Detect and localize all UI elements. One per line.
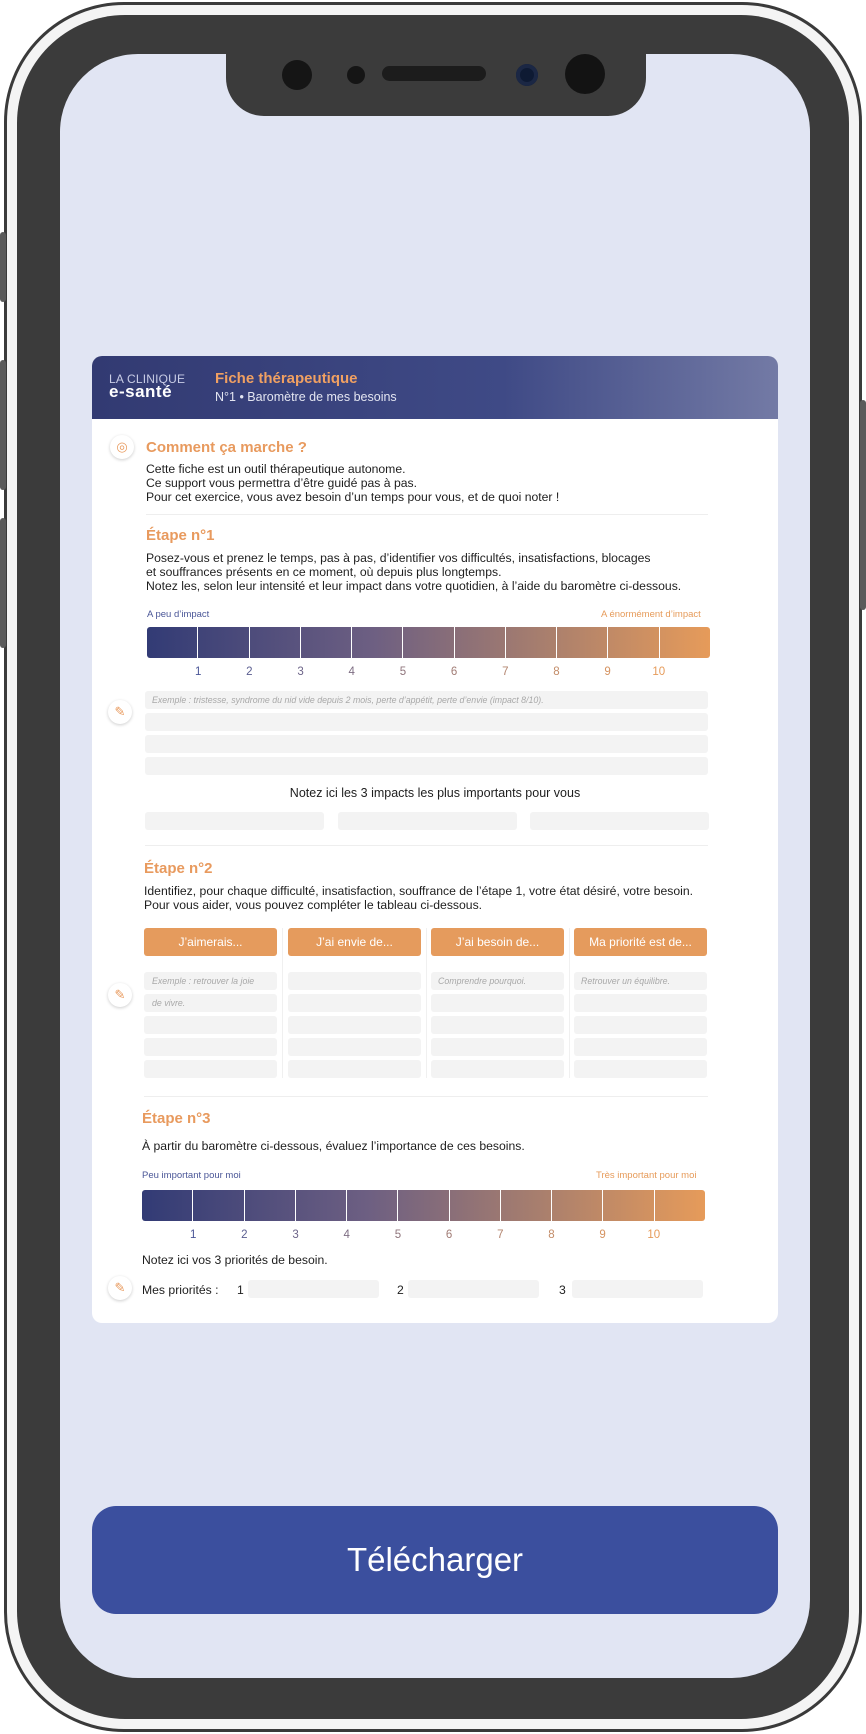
- sheet-subtitle: N°1 • Baromètre de mes besoins: [215, 390, 397, 404]
- priority-number-3: 3: [559, 1283, 566, 1297]
- barometer-segment: [147, 627, 198, 658]
- step2-input-cell[interactable]: [574, 994, 707, 1012]
- step2-input-cell[interactable]: [574, 1060, 707, 1078]
- barometer-segment: [398, 1190, 449, 1221]
- step1-top-impact-1[interactable]: [145, 812, 324, 830]
- step2-col4-placeholder: Retrouver un équilibre.: [581, 976, 670, 986]
- column-separator: [426, 928, 427, 1078]
- barometer-segment: [660, 627, 710, 658]
- sensor-icon: [282, 60, 312, 90]
- column-header-i-need[interactable]: J’ai besoin de...: [431, 928, 564, 956]
- logo-main-text: e-santé: [109, 382, 173, 401]
- step2-input-cell[interactable]: [574, 1038, 707, 1056]
- column-header-my-priority[interactable]: Ma priorité est de...: [574, 928, 707, 956]
- phone-notch: [226, 54, 646, 116]
- scale-number: 7: [502, 666, 509, 678]
- step1-title: Étape n°1: [146, 527, 215, 544]
- intro-line-1: Cette fiche est un outil thérapeutique autonome.: [146, 462, 406, 476]
- divider: [146, 514, 708, 515]
- barometer-segment: [455, 627, 506, 658]
- divider: [145, 845, 708, 846]
- step1-scale-high-label: A énormément d’impact: [601, 609, 701, 620]
- step1-line-2: et souffrances présents en ce moment, où depuis plus longtemps.: [146, 565, 502, 579]
- step2-title: Étape n°2: [144, 860, 213, 877]
- column-separator: [569, 928, 570, 1078]
- step2-input-cell[interactable]: [288, 972, 421, 990]
- scale-number: 9: [604, 666, 611, 678]
- face-sensor-icon: [565, 54, 605, 94]
- speaker-grille: [382, 66, 486, 81]
- barometer-segment: [552, 1190, 603, 1221]
- step2-line-1: Identifiez, pour chaque difficulté, insatisfaction, souffrance de l’étape 1, votre état désiré, votre besoin.: [144, 884, 693, 898]
- step3-priorities-label: Mes priorités :: [142, 1283, 219, 1297]
- priority-field-3[interactable]: [572, 1280, 703, 1298]
- phone-side-button-right: [860, 400, 866, 610]
- scale-number: 8: [553, 666, 560, 678]
- scale-number: 10: [652, 666, 666, 678]
- barometer-segment: [608, 627, 659, 658]
- scale-number: 2: [246, 666, 253, 678]
- column-header-i-would-like[interactable]: J’aimerais...: [144, 928, 277, 956]
- pencil-icon: ✎: [108, 1276, 132, 1300]
- priority-number-1: 1: [237, 1283, 244, 1297]
- step2-input-cell[interactable]: [144, 1038, 277, 1056]
- camera-icon: [516, 64, 538, 86]
- step2-input-cell[interactable]: [288, 1060, 421, 1078]
- step3-title: Étape n°3: [142, 1110, 211, 1127]
- column-separator: [282, 928, 283, 1078]
- barometer-segment: [250, 627, 301, 658]
- barometer-segment: [501, 1190, 552, 1221]
- scale-number: 4: [348, 666, 355, 678]
- step2-col1-placeholder-2: de vivre.: [152, 998, 186, 1008]
- column-header-i-want-to[interactable]: J’ai envie de...: [288, 928, 421, 956]
- scale-number: 6: [450, 666, 458, 678]
- barometer-segment: [245, 1190, 296, 1221]
- barometer-segment: [142, 1190, 193, 1221]
- step1-scale-low-label: A peu d’impact: [147, 609, 210, 620]
- step1-top-impact-2[interactable]: [338, 812, 517, 830]
- scale-number: 3: [292, 1229, 299, 1241]
- scale-number: 3: [297, 666, 304, 678]
- target-icon: ◎: [110, 435, 134, 459]
- step3-scale-high-label: Très important pour moi: [596, 1170, 697, 1181]
- step1-input-line[interactable]: [145, 757, 708, 775]
- step3-line: À partir du baromètre ci-dessous, évaluez l’importance de ces besoins.: [142, 1139, 525, 1153]
- scale-number: 1: [189, 1229, 197, 1241]
- step3-barometer: [142, 1190, 705, 1221]
- scale-number: 5: [399, 666, 407, 678]
- priority-number-2: 2: [397, 1283, 404, 1297]
- pencil-icon: ✎: [108, 983, 132, 1007]
- scale-number: 5: [394, 1229, 402, 1241]
- barometer-segment: [198, 627, 249, 658]
- scale-number: 4: [343, 1229, 350, 1241]
- priority-field-1[interactable]: [248, 1280, 379, 1298]
- step1-top-impact-3[interactable]: [530, 812, 709, 830]
- step2-input-cell[interactable]: [431, 1038, 564, 1056]
- scale-number: 10: [647, 1229, 661, 1241]
- step2-input-cell[interactable]: [431, 1016, 564, 1034]
- step2-input-cell[interactable]: [431, 1060, 564, 1078]
- step1-line-1: Posez-vous et prenez le temps, pas à pas, d’identifier vos difficultés, insatisfactions, blocages: [146, 551, 651, 565]
- barometer-segment: [193, 1190, 244, 1221]
- scale-number: 1: [194, 666, 202, 678]
- scale-number: 7: [497, 1229, 504, 1241]
- barometer-segment: [352, 627, 403, 658]
- step1-input-line[interactable]: [145, 735, 708, 753]
- barometer-segment: [347, 1190, 398, 1221]
- download-button[interactable]: Télécharger: [92, 1506, 778, 1614]
- barometer-segment: [557, 627, 608, 658]
- step2-col3-placeholder: Comprendre pourquoi.: [438, 976, 527, 986]
- step2-line-2: Pour vous aider, vous pouvez compléter le tableau ci-dessous.: [144, 898, 483, 912]
- step2-col1-placeholder-1: Exemple : retrouver la joie: [152, 976, 255, 986]
- dot-sensor-icon: [347, 66, 365, 84]
- step1-barometer: [147, 627, 710, 658]
- scale-number: 2: [241, 1229, 248, 1241]
- step2-input-cell[interactable]: [144, 1060, 277, 1078]
- barometer-segment: [450, 1190, 501, 1221]
- barometer-segment: [655, 1190, 705, 1221]
- barometer-segment: [603, 1190, 654, 1221]
- card-header: [92, 356, 778, 419]
- step2-input-cell[interactable]: [574, 1016, 707, 1034]
- step1-input-line[interactable]: [145, 713, 708, 731]
- barometer-segment: [296, 1190, 347, 1221]
- step2-input-cell[interactable]: [431, 994, 564, 1012]
- pencil-icon: ✎: [108, 700, 132, 724]
- phone-side-button-left-1: [0, 232, 6, 302]
- barometer-segment: [506, 627, 557, 658]
- barometer-segment: [301, 627, 352, 658]
- phone-side-button-left-3: [0, 518, 6, 648]
- barometer-segment: [403, 627, 454, 658]
- step2-input-cell[interactable]: [288, 1016, 421, 1034]
- step2-input-cell[interactable]: [288, 994, 421, 1012]
- step3-priorities-intro: Notez ici vos 3 priorités de besoin.: [142, 1253, 328, 1267]
- divider: [144, 1096, 708, 1097]
- priority-field-2[interactable]: [408, 1280, 539, 1298]
- phone-side-button-left-2: [0, 360, 6, 490]
- step3-scale-low-label: Peu important pour moi: [142, 1170, 241, 1181]
- step1-example-placeholder: Exemple : tristesse, syndrome du nid vide depuis 2 mois, perte d’appétit, perte d’envie (impact 8/10).: [152, 695, 544, 705]
- sheet-title: Fiche thérapeutique: [215, 370, 358, 387]
- step2-input-cell[interactable]: [144, 1016, 277, 1034]
- therapy-sheet-card: [92, 356, 778, 1323]
- step1-line-3: Notez les, selon leur intensité et leur impact dans votre quotidien, à l’aide du baromètre ci-dessous.: [146, 579, 682, 593]
- logo-top-text: LA CLINIQUE: [109, 372, 186, 386]
- scale-number: 8: [548, 1229, 555, 1241]
- step2-input-cell[interactable]: [288, 1038, 421, 1056]
- step1-top3-label: Notez ici les 3 impacts les plus importants pour vous: [289, 786, 581, 800]
- scale-number: 6: [445, 1229, 453, 1241]
- intro-title: Comment ça marche ?: [146, 439, 307, 456]
- intro-line-2: Ce support vous permettra d’être guidé pas à pas.: [146, 476, 417, 490]
- scale-number: 9: [599, 1229, 606, 1241]
- intro-line-3: Pour cet exercice, vous avez besoin d’un temps pour vous, et de quoi noter !: [146, 490, 560, 504]
